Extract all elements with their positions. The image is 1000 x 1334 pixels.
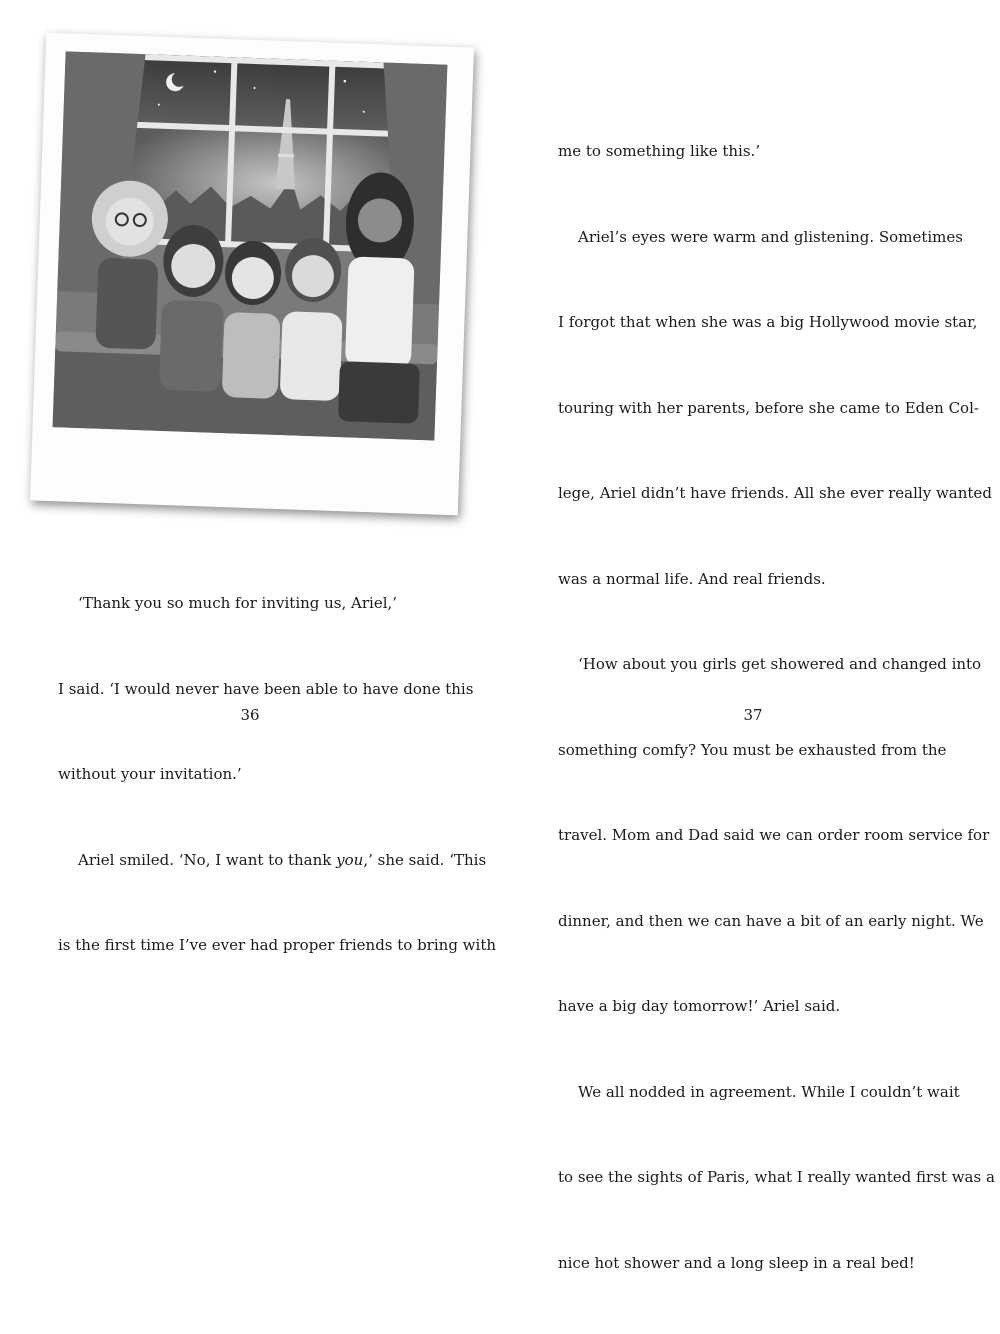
text-line: without your invitation.’ <box>58 765 242 783</box>
text-line: nice hot shower and a long sleep in a real bed! <box>558 1253 915 1272</box>
text-line: was a normal life. And real friends. <box>558 569 826 588</box>
left-page-text <box>58 532 497 1017</box>
text-run: ,’ she said. ‘This <box>363 850 487 869</box>
right-page <box>500 0 1000 1272</box>
text-line: dinner, and then we can have a bit of an early night. We <box>558 911 984 930</box>
text-run: Ariel smiled. ‘No, I want to thank <box>78 850 337 869</box>
text-line: I forgot that when she was a big Hollywood movie star, <box>558 313 978 331</box>
text-line: is the first time I’ve ever had proper friends to bring with <box>58 936 497 954</box>
left-page <box>0 0 500 954</box>
page-number: 37 <box>743 706 763 724</box>
text-line: have a big day tomorrow!’ Ariel said. <box>558 997 841 1015</box>
emphasis-text: you <box>336 850 364 869</box>
text-line: lege, Ariel didn’t have friends. All she ever really wanted <box>558 484 992 502</box>
illustration-five-girls-paris-window <box>53 51 448 440</box>
text-line: something comfy? You must be exhausted from the <box>558 740 947 759</box>
text-line: ‘Thank you so much for inviting us, Ariel,’ <box>78 594 398 612</box>
text-line: Ariel’s eyes were warm and glistening. Sometimes <box>578 227 963 246</box>
page-number: 36 <box>240 706 260 724</box>
text-line: ‘How about you girls get showered and changed into <box>578 655 982 673</box>
text-line: travel. Mom and Dad said we can order room service for <box>558 826 990 844</box>
text-line: me to something like this.’ <box>558 142 761 160</box>
text-line: We all nodded in agreement. While I couldn’t wait <box>578 1082 960 1101</box>
text-line: touring with her parents, before she came to Eden Col- <box>558 398 979 417</box>
text-line: to see the sights of Paris, what I really wanted first was a <box>558 1168 995 1186</box>
text-line: I said. ‘I would never have been able to have done this <box>58 679 474 698</box>
polaroid-photo <box>30 33 474 516</box>
text-line <box>58 846 487 875</box>
